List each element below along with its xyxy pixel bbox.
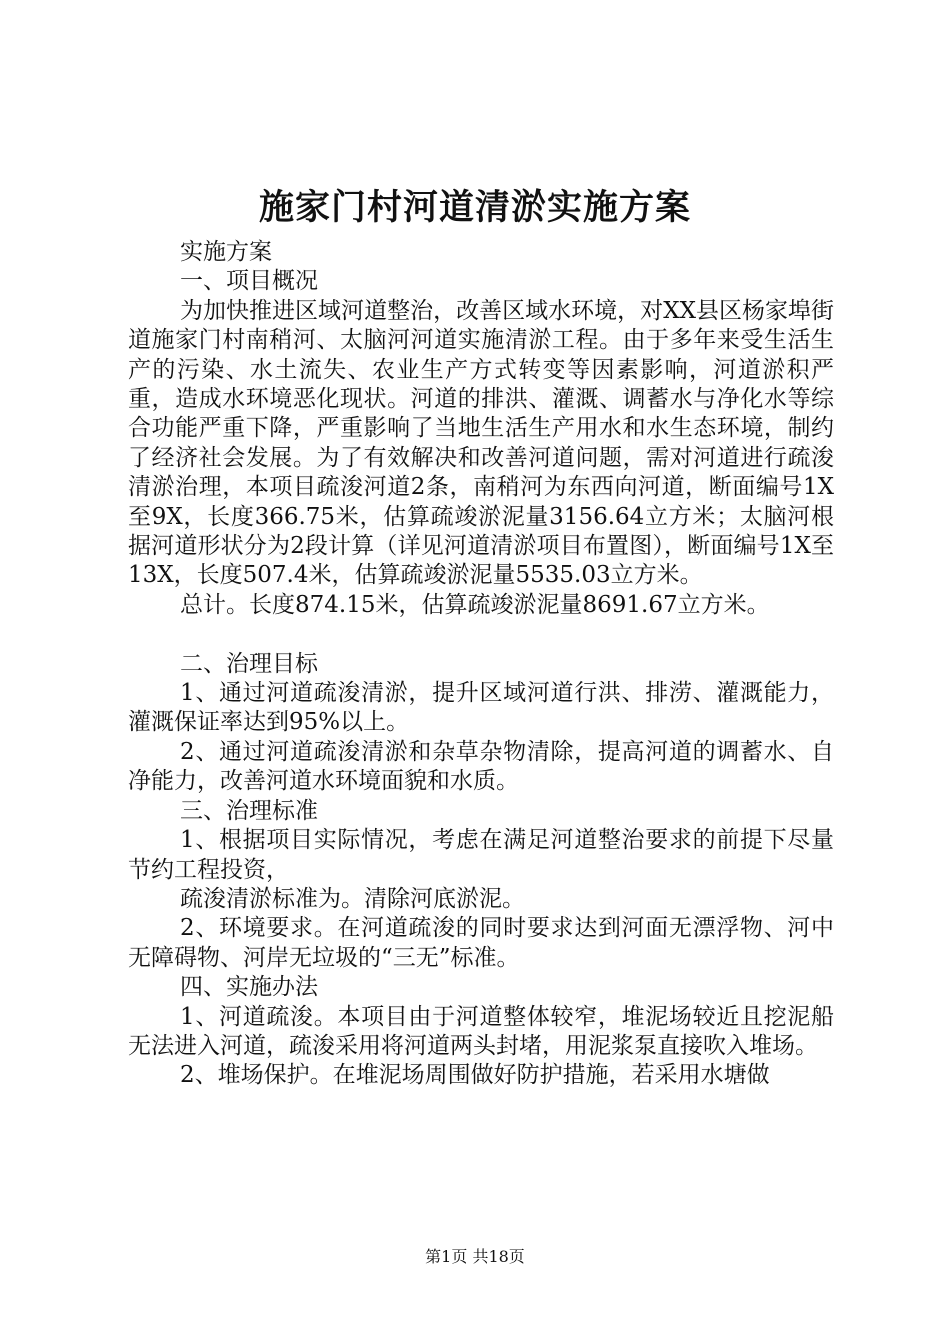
page-footer: 第1页 共18页 — [425, 1247, 525, 1266]
paragraph-goal-1: 1、通过河道疏浚清淤，提升区域河道行洪、排涝、灌溉能力，灌溉保证率达到95%以上。 — [128, 680, 834, 736]
paragraph-standard-1b: 疏浚清淤标准为。清除河底淤泥。 — [180, 885, 525, 912]
paragraph-method-2: 2、堆场保护。在堆泥场周围做好防护措施，若采用水塘做 — [180, 1062, 770, 1089]
section-heading-overview: 一、项目概况 — [180, 268, 318, 295]
section-heading-standards: 三、治理标准 — [180, 797, 318, 824]
paragraph-standard-1: 1、根据项目实际情况，考虑在满足河道整治要求的前提下尽量节约工程投资， — [128, 827, 834, 883]
blank-line — [128, 620, 834, 649]
section-heading-goals: 二、治理目标 — [180, 650, 318, 677]
paragraph-goal-2: 2、通过河道疏浚清淤和杂草杂物清除，提高河道的调蓄水、自净能力，改善河道水环境面貌和水质。 — [128, 738, 834, 795]
paragraph-method-1: 1、河道疏浚。本项目由于河道整体较窄，堆泥场较近且挖泥船无法进入河道，疏浚采用将河道两头封堵，用泥浆泵直接吹入堆场。 — [128, 1003, 834, 1059]
section-heading-methods: 四、实施办法 — [180, 974, 318, 1001]
paragraph-plan-heading: 实施方案 — [180, 239, 272, 265]
paragraph-standard-2: 2、环境要求。在河道疏浚的同时要求达到河面无漂浮物、河中无障碍物、河岸无垃圾的“三无”标准。 — [128, 915, 834, 971]
document-title: 施家门村河道清淤实施方案 — [258, 187, 691, 228]
paragraph-overview: 为加快推进区域河道整治，改善区域水环境，对XX县区杨家埠街道施家门村南稍河、太脑河河道实施清淤工程。由于多年来受生活生产的污染、水土流失、农业生产方式转变等因素影响，河道淤积严重，造成水环境恶化现状。河道的排洪、灌溉、调蓄水与净化水等综合功能严重下降，严重影响了当地生活生产用水和水生态环境，制约了经济社会发展。为了有效解决和改善河道问题，需对河道进行疏浚清淤治理，本项目疏浚河道2条，南稍河为东西向河道，断面编号1X至9X，长度366.75米，估算疏竣淤泥量3156.64立方米；太脑河根据河道形状分为2段计算（详见河道清淤项目布置图），断面编号1X至13X，长度507.4米，估算疏竣淤泥量5535.03立方米。 — [128, 297, 834, 589]
document-body — [128, 238, 834, 1091]
paragraph-total: 总计。长度874.15米，估算疏竣淤泥量8691.67立方米。 — [180, 591, 770, 618]
